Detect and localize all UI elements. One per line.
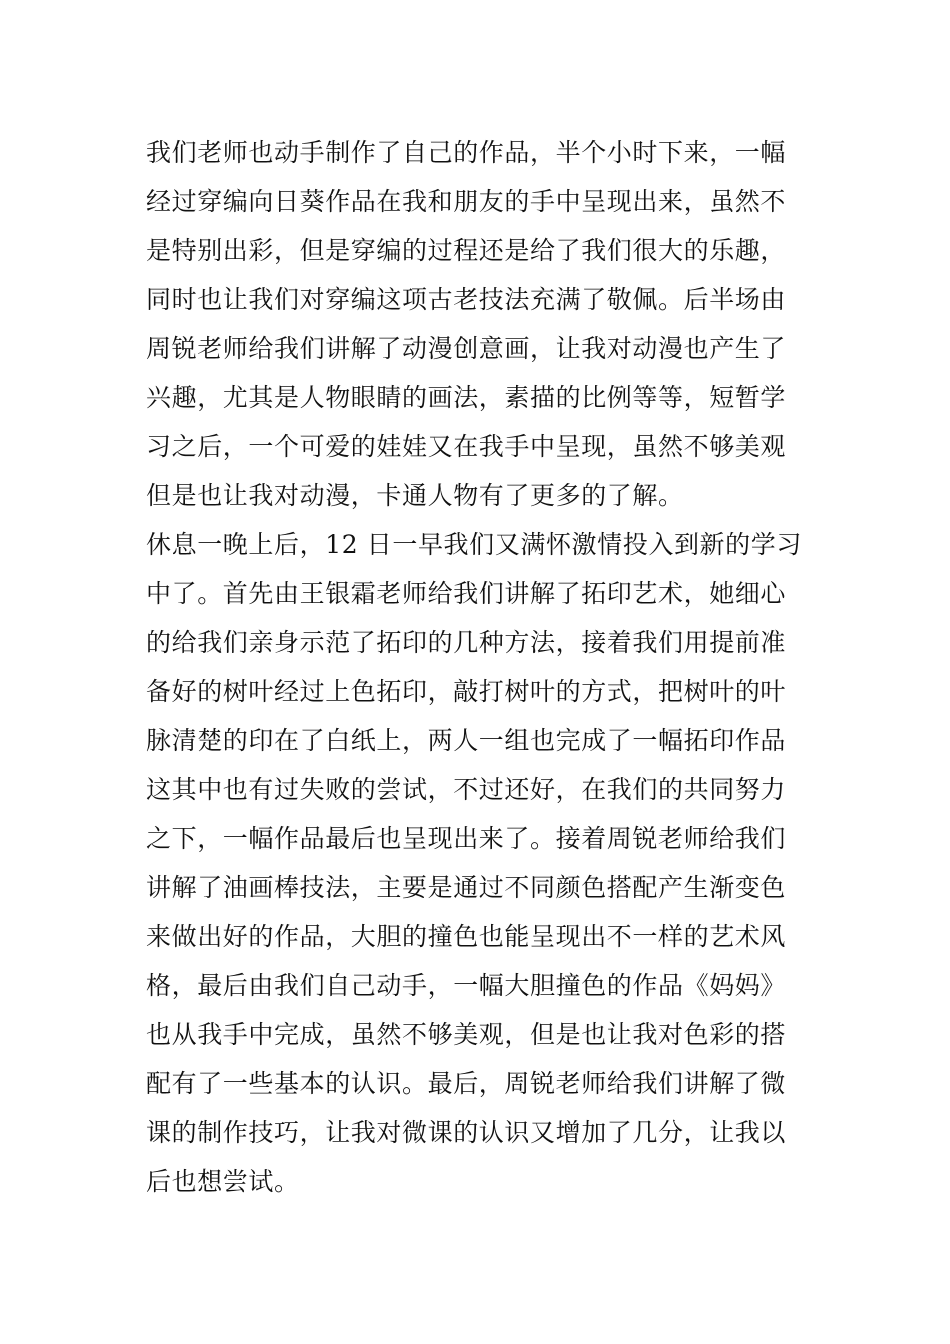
text-line: 休息一晚上后，12 日一早我们又满怀激情投入到新的学习: [146, 530, 802, 559]
text-line: 经过穿编向日葵作品在我和朋友的手中呈现出来，虽然不: [146, 187, 787, 216]
text-line: 配有了一些基本的认识。最后，周锐老师给我们讲解了微: [146, 1069, 787, 1098]
text-line: 兴趣，尤其是人物眼睛的画法，素描的比例等等，短暂学: [146, 383, 787, 412]
text-line: 这其中也有过失败的尝试，不过还好，在我们的共同努力: [146, 775, 787, 804]
text-line: 格，最后由我们自己动手，一幅大胆撞色的作品《妈妈》: [146, 971, 787, 1000]
text-line: 之下，一幅作品最后也呈现出来了。接着周锐老师给我们: [146, 824, 787, 853]
text-line: 但是也让我对动漫，卡通人物有了更多的了解。: [146, 481, 684, 510]
text-line: 脉清楚的印在了白纸上，两人一组也完成了一幅拓印作品: [146, 726, 787, 755]
text-line: 也从我手中完成，虽然不够美观，但是也让我对色彩的搭: [146, 1020, 787, 1049]
text-line: 是特别出彩，但是穿编的过程还是给了我们很大的乐趣，: [146, 236, 787, 265]
text-line: 中了。首先由王银霜老师给我们讲解了拓印艺术，她细心: [146, 579, 787, 608]
body-text: [146, 128, 810, 1206]
text-line: 习之后，一个可爱的娃娃又在我手中呈现，虽然不够美观: [146, 432, 787, 461]
text-line: 后也想尝试。: [146, 1167, 300, 1196]
text-line: 周锐老师给我们讲解了动漫创意画，让我对动漫也产生了: [146, 334, 787, 363]
text-line: 的给我们亲身示范了拓印的几种方法，接着我们用提前准: [146, 628, 787, 657]
text-line: 同时也让我们对穿编这项古老技法充满了敬佩。后半场由: [146, 285, 787, 314]
text-line: 备好的树叶经过上色拓印，敲打树叶的方式，把树叶的叶: [146, 677, 787, 706]
text-line: 来做出好的作品，大胆的撞色也能呈现出不一样的艺术风: [146, 922, 787, 951]
text-line: 讲解了油画棒技法，主要是通过不同颜色搭配产生渐变色: [146, 873, 787, 902]
text-line: 课的制作技巧，让我对微课的认识又增加了几分，让我以: [146, 1118, 787, 1147]
text-line: 我们老师也动手制作了自己的作品，半个小时下来，一幅: [146, 138, 787, 167]
